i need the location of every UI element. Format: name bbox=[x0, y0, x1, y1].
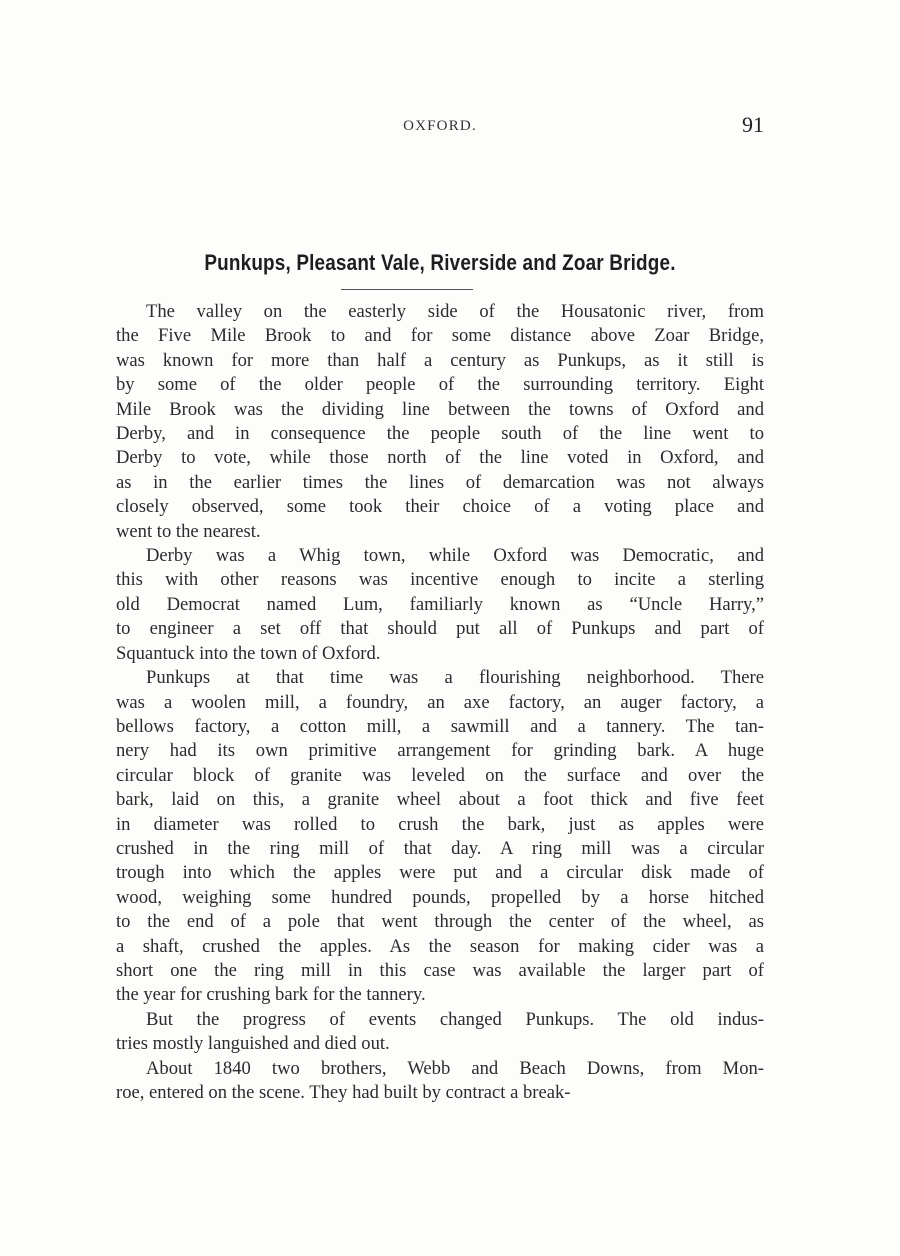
paragraph bbox=[116, 666, 764, 1008]
text-line: Mile Brook was the dividing line between the towns of Oxford and bbox=[116, 398, 764, 420]
text-line: roe, entered on the scene. They had built by contract a break- bbox=[116, 1082, 571, 1103]
text-line: in diameter was rolled to crush the bark, just as apples were bbox=[116, 813, 764, 835]
text-line: old Democrat named Lum, familiarly known as “Uncle Harry,” bbox=[116, 593, 764, 615]
text-line: by some of the older people of the surrounding territory. Eight bbox=[116, 374, 764, 396]
text-line: the Five Mile Brook to and for some distance above Zoar Bridge, bbox=[116, 325, 764, 347]
text-line: closely observed, some took their choice of a voting place and bbox=[116, 496, 764, 518]
paragraph bbox=[116, 1008, 764, 1057]
text-line: short one the ring mill in this case was available the larger part of bbox=[116, 959, 764, 981]
paragraph bbox=[116, 300, 764, 544]
text-line: bark, laid on this, a granite wheel about a foot thick and five feet bbox=[116, 789, 764, 811]
text-line: crushed in the ring mill of that day. A ring mill was a circular bbox=[116, 837, 764, 859]
text-line: tries mostly languished and died out. bbox=[116, 1033, 390, 1055]
running-title: OXFORD. bbox=[403, 118, 477, 134]
text-line: Derby to vote, while those north of the line voted in Oxford, and bbox=[116, 447, 764, 469]
text-line: went to the nearest. bbox=[116, 520, 261, 542]
paragraph bbox=[116, 1057, 764, 1106]
text-line: this with other reasons was incentive enough to incite a sterling bbox=[116, 569, 764, 591]
body-text bbox=[116, 300, 764, 1105]
text-line: trough into which the apples were put and a circular disk made of bbox=[116, 862, 764, 884]
text-line: Squantuck into the town of Oxford. bbox=[116, 642, 381, 664]
text-line: nery had its own primitive arrangement for grinding bark. A huge bbox=[116, 740, 764, 762]
text-line: a shaft, crushed the apples. As the season for making cider was a bbox=[116, 935, 764, 957]
running-head bbox=[116, 112, 764, 142]
text-line: Derby, and in consequence the people south of the line went to bbox=[116, 423, 764, 445]
text-line: The valley on the easterly side of the Housatonic river, from bbox=[146, 301, 764, 322]
title-divider bbox=[341, 289, 473, 290]
text-line: as in the earlier times the lines of demarcation was not always bbox=[116, 471, 764, 493]
text-line: was known for more than half a century as Punkups, as it still is bbox=[116, 349, 764, 371]
page-number: 91 bbox=[742, 112, 764, 137]
chapter-title: Punkups, Pleasant Vale, Riverside and Zoar Bridge. bbox=[204, 250, 676, 275]
text-line: the year for crushing bark for the tannery. bbox=[116, 984, 426, 1006]
text-line: to the end of a pole that went through the center of the wheel, as bbox=[116, 911, 764, 933]
text-line: to engineer a set off that should put all of Punkups and part of bbox=[116, 618, 764, 640]
text-line: Punkups at that time was a flourishing neighborhood. There bbox=[146, 667, 764, 689]
text-line: was a woolen mill, a foundry, an axe factory, an auger factory, a bbox=[116, 691, 764, 713]
text-line: Derby was a Whig town, while Oxford was Democratic, and bbox=[146, 545, 764, 567]
text-line: But the progress of events changed Punkups. The old indus- bbox=[146, 1008, 764, 1030]
text-line: bellows factory, a cotton mill, a sawmill and a tannery. The tan- bbox=[116, 715, 764, 737]
text-line: About 1840 two brothers, Webb and Beach Downs, from Mon- bbox=[146, 1057, 764, 1079]
text-line: circular block of granite was leveled on the surface and over the bbox=[116, 764, 764, 786]
text-line: wood, weighing some hundred pounds, propelled by a horse hitched bbox=[116, 886, 764, 908]
paragraph bbox=[116, 544, 764, 666]
